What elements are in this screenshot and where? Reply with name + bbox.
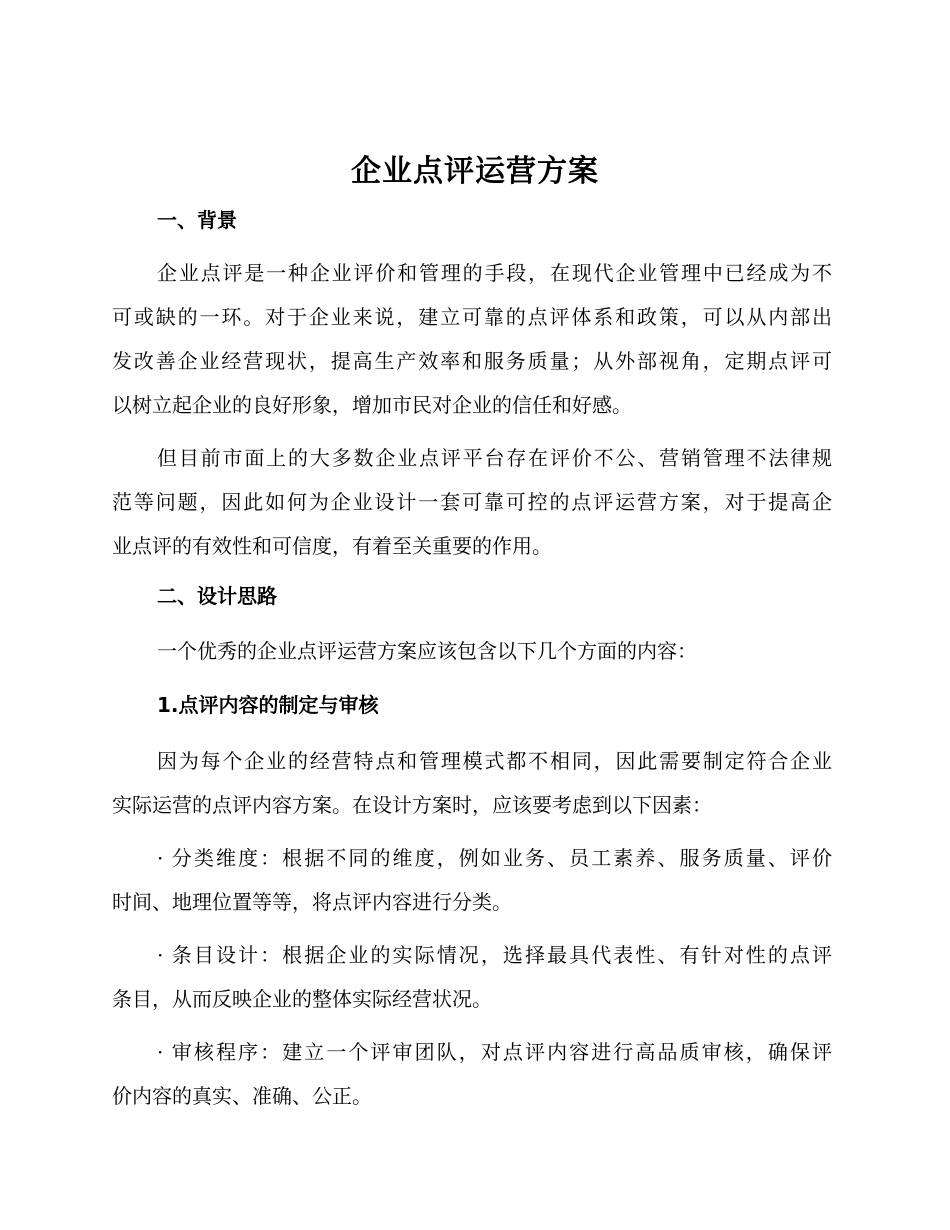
paragraph-line: 以树立起企业的良好形象，增加市民对企业的信任和好感。 bbox=[112, 393, 632, 417]
paragraph-line: · 分类维度：根据不同的维度，例如业务、员工素养、服务质量、评价 bbox=[157, 846, 832, 870]
section-heading-design: 二、设计思路 bbox=[157, 584, 277, 608]
background-paragraph-1 bbox=[112, 251, 832, 427]
paragraph-line: 价内容的真实、准确、公正。 bbox=[112, 1084, 372, 1108]
paragraph-line: 企业点评是一种企业评价和管理的手段，在现代企业管理中已经成为不 bbox=[157, 261, 832, 285]
paragraph-line: 可或缺的一环。对于企业来说，建立可靠的点评体系和政策，可以从内部出 bbox=[112, 305, 832, 329]
paragraph-line: 时间、地理位置等等，将点评内容进行分类。 bbox=[112, 890, 512, 914]
bullet-item-classification bbox=[112, 836, 832, 924]
subsection-heading-1: 1.点评内容的制定与审核 bbox=[157, 693, 379, 717]
bullet-item-item-design bbox=[112, 933, 832, 1021]
background-paragraph-2 bbox=[112, 436, 832, 568]
paragraph-line: 因为每个企业的经营特点和管理模式都不相同，因此需要制定符合企业 bbox=[157, 749, 832, 773]
paragraph-line: 发改善企业经营现状，提高生产效率和服务质量；从外部视角，定期点评可 bbox=[112, 349, 832, 373]
paragraph-line: · 审核程序：建立一个评审团队，对点评内容进行高品质审核，确保评 bbox=[157, 1040, 832, 1064]
paragraph-line: 但目前市面上的大多数企业点评平台存在评价不公、营销管理不法律规 bbox=[157, 446, 832, 470]
paragraph-line: 实际运营的点评内容方案。在设计方案时，应该要考虑到以下因素： bbox=[112, 793, 712, 817]
paragraph-line: 业点评的有效性和可信度，有着至关重要的作用。 bbox=[112, 534, 552, 558]
paragraph-line: · 条目设计：根据企业的实际情况，选择最具代表性、有针对性的点评 bbox=[157, 943, 832, 967]
paragraph-line: 范等问题，因此如何为企业设计一套可靠可控的点评运营方案，对于提高企 bbox=[112, 490, 832, 514]
paragraph-line: 一个优秀的企业点评运营方案应该包含以下几个方面的内容： bbox=[157, 639, 697, 663]
paragraph-line: 条目，从而反映企业的整体实际经营状况。 bbox=[112, 987, 492, 1011]
bullet-item-review-process bbox=[112, 1030, 832, 1118]
section-heading-background: 一、背景 bbox=[157, 208, 237, 232]
subsection-1-paragraph bbox=[112, 739, 832, 827]
document-title: 企业点评运营方案 bbox=[351, 154, 599, 189]
design-intro-paragraph bbox=[112, 629, 832, 673]
